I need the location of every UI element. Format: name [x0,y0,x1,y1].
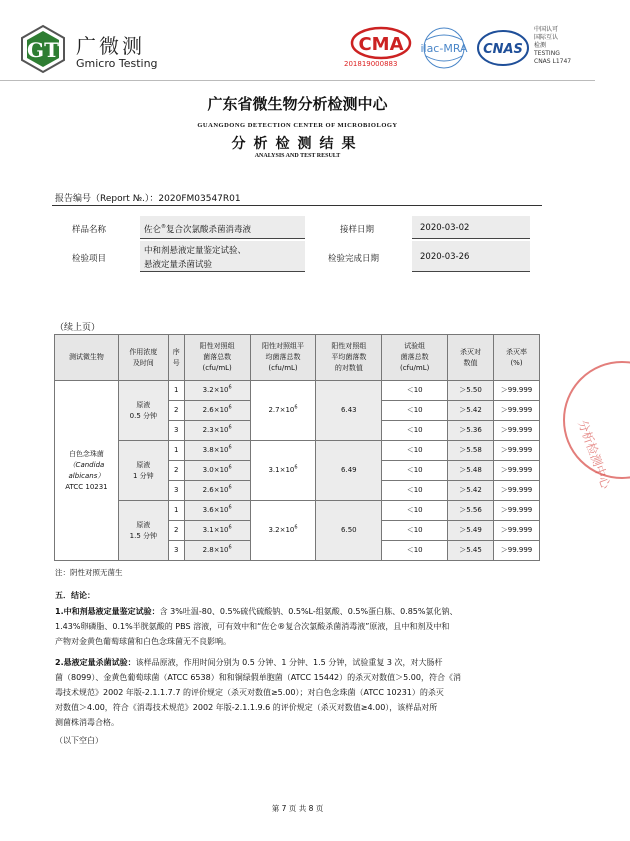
kill-rate-cell: ＞99.999 [494,521,540,541]
receive-date-label: 接样日期 [340,225,375,235]
test-count-cell: ＜10 [382,381,448,401]
conc-cell: 原液 1.5 分钟 [118,501,168,561]
positive-count-cell: $2.8\times 10^6$ [184,541,250,561]
kill-log-cell: ＞5.45 [448,541,494,561]
test-count-cell: ＜10 [382,421,448,441]
seq-cell: 1 [168,381,184,401]
test-item-line2: 悬液定量杀菌试验 [144,260,213,270]
result-title-cn: 分析检测结果 [231,136,364,152]
conc-cell: 原液 1 分钟 [118,441,168,501]
continued-label: （续上页） [55,323,101,333]
log-cell: 6.49 [316,441,382,501]
table-row [55,501,540,521]
receive-date-value: 2020-03-02 [420,223,470,233]
conclusion-heading: 五．结论： [55,591,95,600]
conclusion-p2-line5: 测菌株消毒合格。 [55,718,119,727]
seq-cell: 3 [168,421,184,441]
report-number: 报告编号（Report №.）：2020FM03547R01 [55,194,241,204]
test-item-label: 检验项目 [72,254,107,264]
header-organism: 测试微生物 [55,335,119,381]
test-count-cell: ＜10 [382,521,448,541]
header-test-count: 试验组 菌落总数 (cfu/mL) [382,335,448,381]
page-footer: 第 7 页 共 8 页 [271,804,324,813]
cma-mark-icon [350,26,412,60]
cnas-mark-icon [476,28,530,68]
cma-number: 201819000883 [344,60,398,68]
test-item-line1: 中和剂悬液定量鉴定试验、 [144,246,247,256]
kill-log-cell: ＞5.42 [448,401,494,421]
kill-rate-cell: ＞99.999 [494,481,540,501]
svg-text:分析检测中心: 分析检测中心 [575,418,613,491]
log-cell: 6.50 [316,501,382,561]
test-count-cell: ＜10 [382,481,448,501]
ilac-mra-mark-icon [416,26,472,72]
positive-count-cell: $3.8\times 10^6$ [184,441,250,461]
conclusion-p1-line1: 1.中和剂悬液定量鉴定试验：含 3%吐温-80、0.5%硫代硫酸钠、0.5%L-组氨酸、0.5%蛋白胨、0.85%氯化钠、 [55,607,458,616]
header-kill-log: 杀灭对 数值 [448,335,494,381]
logo-english-name: Gmicro Testing [76,57,158,70]
seq-cell: 2 [168,521,184,541]
table-header-row [55,335,540,381]
center-title-cn: 广东省微生物分析检测中心 [207,95,388,113]
positive-count-cell: $3.6\times 10^6$ [184,501,250,521]
blank-below-note: （以下空白） [55,736,103,745]
positive-count-cell: $3.2\times 10^6$ [184,381,250,401]
report-number-rule [52,205,542,206]
log-cell: 6.43 [316,381,382,441]
finish-date-label: 检验完成日期 [328,254,380,264]
svg-text:GT: GT [27,38,59,62]
conclusion-p2-line4: 对数值＞4.00，符合《消毒技术规范》2002 年版-2.1.1.9.6 的评价规定（杀灭对数值≥4.00），该样品对所 [55,703,438,712]
seq-cell: 1 [168,501,184,521]
positive-count-cell: $2.6\times 10^6$ [184,481,250,501]
kill-rate-cell: ＞99.999 [494,381,540,401]
sample-name-label: 样品名称 [72,225,107,235]
table-row [55,441,540,461]
seq-cell: 3 [168,481,184,501]
kill-log-cell: ＞5.36 [448,421,494,441]
gmicro-logo-icon [18,24,68,74]
kill-log-cell: ＞5.48 [448,461,494,481]
cma-label: CMA [358,34,404,55]
kill-rate-cell: ＞99.999 [494,461,540,481]
logo-chinese-name: 广微测 [76,34,145,58]
header-kill-rate: 杀灭率 (%) [494,335,540,381]
results-table [54,334,540,561]
test-count-cell: ＜10 [382,401,448,421]
conclusion-p1-line3: 产物对金黄色葡萄球菌和白色念珠菌无不良影响。 [55,637,231,646]
header-positive-count: 阳性对照组 菌落总数 (cfu/mL) [184,335,250,381]
header-seq: 序 号 [168,335,184,381]
test-count-cell: ＜10 [382,501,448,521]
test-count-cell: ＜10 [382,541,448,561]
seq-cell: 1 [168,441,184,461]
header-log-value: 阳性对照组 平均菌落数 的对数值 [316,335,382,381]
conc-cell: 原液 0.5 分钟 [118,381,168,441]
positive-average-cell: $3.1\times 10^6$ [250,441,316,501]
kill-rate-cell: ＞99.999 [494,401,540,421]
positive-count-cell: $2.3\times 10^6$ [184,421,250,441]
positive-average-cell: $3.2\times 10^6$ [250,501,316,561]
header-positive-average: 阳性对照组平 均菌落总数 (cfu/mL) [250,335,316,381]
kill-rate-cell: ＞99.999 [494,421,540,441]
cnas-side-text: 中国认可 国际互认 检测 TESTING CNAS L1747 [534,26,572,65]
finish-date-value: 2020-03-26 [420,252,470,262]
seq-cell: 3 [168,541,184,561]
test-count-cell: ＜10 [382,461,448,481]
kill-rate-cell: ＞99.999 [494,541,540,561]
conclusion-p1-line2: 1.43%卵磷脂、0.1%半胱氨酸的 PBS 溶液，可有效中和“佐仑®复合次氯酸杀菌消毒液”原液，且中和剂及中和 [55,622,450,631]
conclusion-p2-line3: 毒技术规范》2002 年版-2.1.1.7.7 的评价规定（杀灭对数值≥5.00）；对白色念珠菌（ATCC 10231）的杀灭 [55,688,444,697]
sample-name-value: 佐仑®复合次氯酸杀菌消毒液 [144,224,252,235]
kill-rate-cell: ＞99.999 [494,501,540,521]
kill-rate-cell: ＞99.999 [494,441,540,461]
kill-log-cell: ＞5.58 [448,441,494,461]
seq-cell: 2 [168,401,184,421]
center-title-en: GUANGDONG DETECTION CENTER OF MICROBIOLOGY [197,122,398,129]
positive-count-cell: $3.0\times 10^6$ [184,461,250,481]
kill-log-cell: ＞5.49 [448,521,494,541]
positive-count-cell: $2.6\times 10^6$ [184,401,250,421]
organism-cell: 白色念珠菌 （Candida albicans） ATCC 10231 [55,381,119,561]
seq-cell: 2 [168,461,184,481]
header-divider [0,80,595,81]
cnas-label: CNAS [483,42,523,57]
table-row [55,381,540,401]
conclusion-p2-line1: 2.悬液定量杀菌试验：该样品原液，作用时间分别为 0.5 分钟、1 分钟、1.5 分钟，试验重复 3 次，对大肠杆 [55,658,443,667]
positive-average-cell: $2.7\times 10^6$ [250,381,316,441]
official-seal-icon [560,350,630,490]
table-note: 注：阴性对照无菌生 [55,568,123,577]
kill-log-cell: ＞5.50 [448,381,494,401]
ilac-label: ilac-MRA [420,42,468,55]
positive-count-cell: $3.1\times 10^6$ [184,521,250,541]
result-title-en: ANALYSIS AND TEST RESULT [254,153,341,159]
header-conc: 作用浓度 及时间 [118,335,168,381]
conclusion-p2-line2: 菌（8099）、金黄色葡萄球菌（ATCC 6538）和和铜绿假单胞菌（ATCC 15442）的杀灭对数值＞5.00，符合《消 [55,673,461,682]
kill-log-cell: ＞5.56 [448,501,494,521]
test-count-cell: ＜10 [382,441,448,461]
kill-log-cell: ＞5.42 [448,481,494,501]
